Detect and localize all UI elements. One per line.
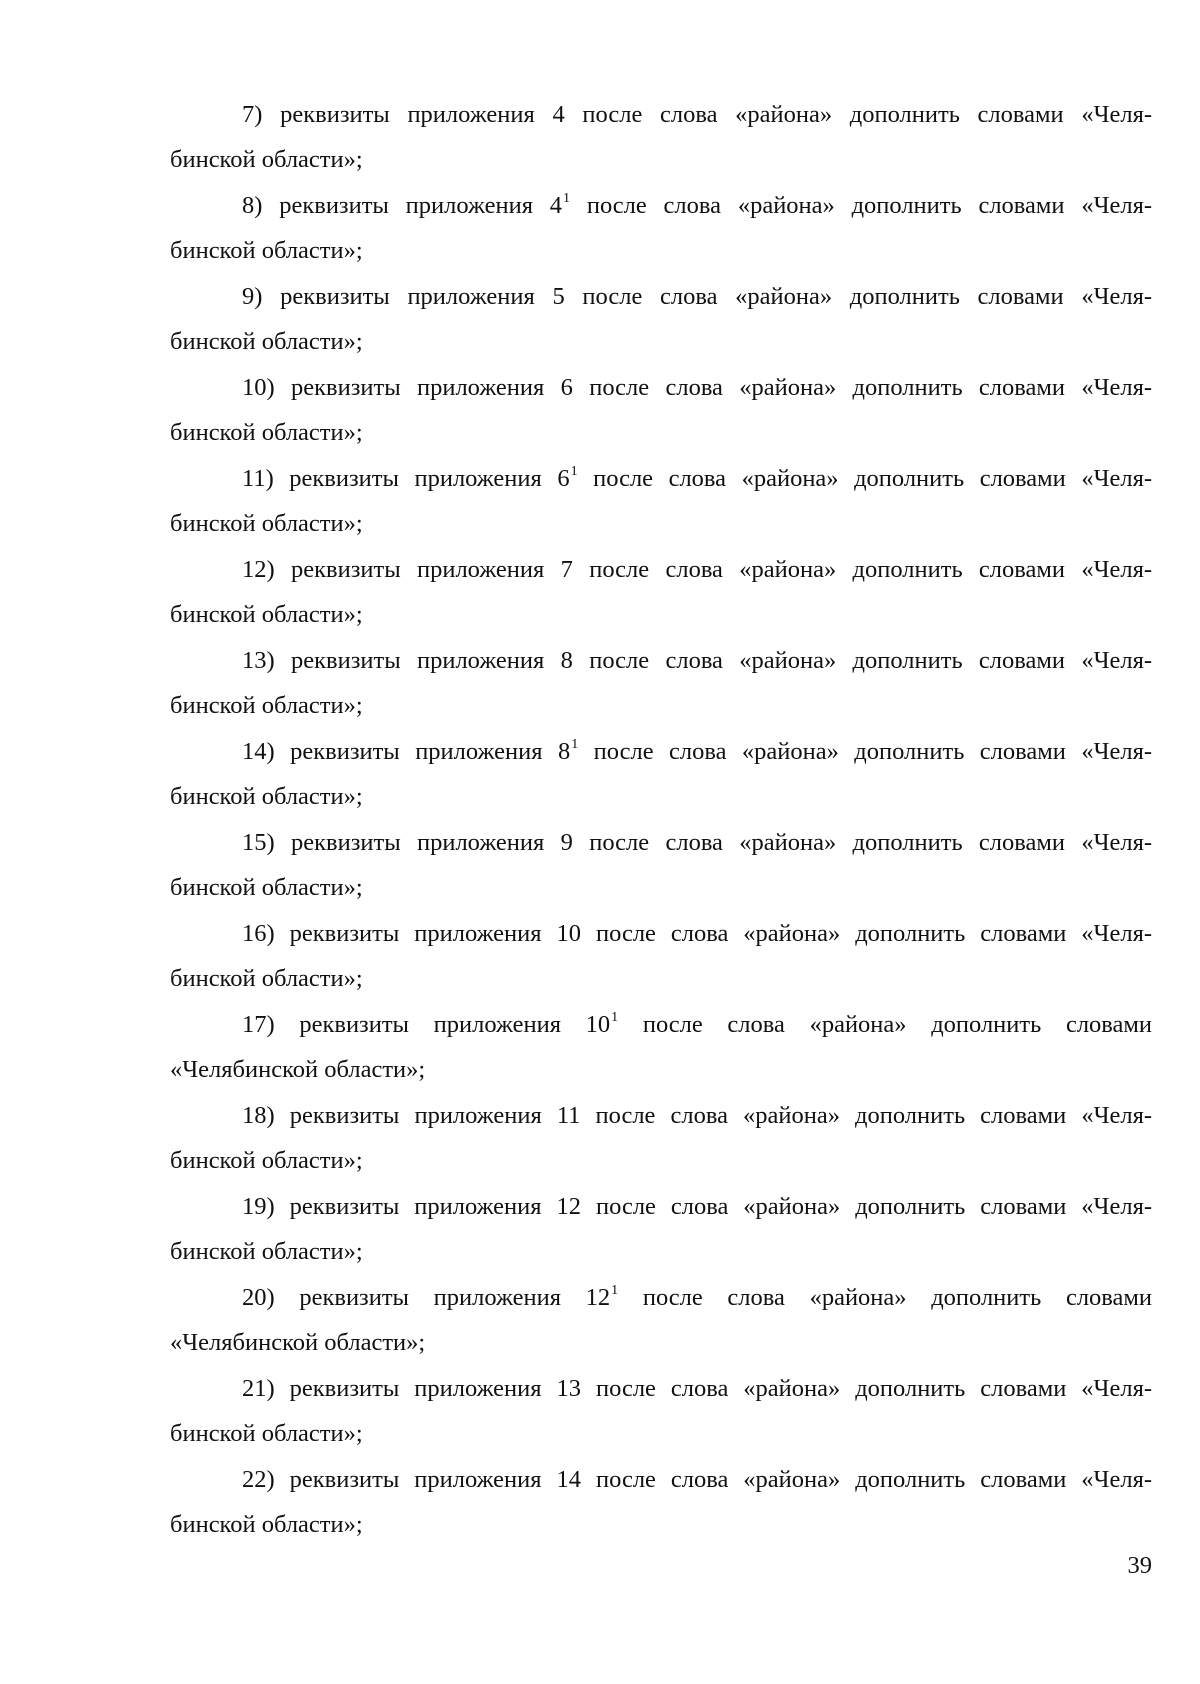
paragraph-first-line — [170, 365, 1152, 410]
appendix-number — [586, 1284, 619, 1311]
appendix-number-value: 6 — [557, 465, 570, 492]
item-text-post: после слова «района» дополнить словами — [595, 1466, 1067, 1493]
paragraph-first-line — [170, 1093, 1152, 1138]
paragraph-second-line: бинской области»; — [170, 965, 363, 992]
amendment-paragraph — [170, 274, 1152, 364]
item-text-post: после слова «района» дополнить словами — [589, 829, 1066, 856]
item-text-post: после слова «района» дополнить словами — [595, 1375, 1067, 1402]
appendix-number — [558, 738, 578, 765]
paragraph-second-line: бинской области»; — [170, 783, 363, 810]
amendment-paragraph — [170, 365, 1152, 455]
item-text-post: после слова «района» дополнить словами — [582, 283, 1064, 310]
paragraph-first-line — [170, 638, 1152, 683]
paragraph-second-line: бинской области»; — [170, 237, 363, 264]
appendix-number-value: 4 — [549, 192, 563, 219]
item-text-tail: «Челя- — [1081, 1466, 1152, 1493]
paragraph-first-line — [170, 547, 1152, 592]
item-number: 18) — [242, 1102, 275, 1129]
paragraph-second-line: бинской области»; — [170, 419, 363, 446]
amendment-paragraph — [170, 729, 1152, 819]
item-text-post: после слова «района» дополнить словами — [589, 647, 1066, 674]
appendix-number — [586, 1011, 619, 1038]
item-text-tail: «Челя- — [1081, 1193, 1152, 1220]
amendment-paragraph — [170, 638, 1152, 728]
appendix-number-value: 7 — [560, 556, 573, 583]
page-number: 39 — [1127, 1552, 1152, 1579]
paragraph-second-line: бинской области»; — [170, 601, 363, 628]
item-text-pre: реквизиты приложения — [291, 374, 545, 401]
appendix-number — [552, 101, 564, 128]
appendix-number-value: 12 — [556, 1193, 582, 1220]
paragraph-second-line: бинской области»; — [170, 510, 363, 537]
appendix-number — [561, 829, 573, 856]
item-text-tail: «Челя- — [1081, 647, 1153, 674]
item-text-pre: реквизиты приложения — [280, 283, 535, 310]
appendix-number-value: 10 — [556, 920, 582, 947]
item-text-pre: реквизиты приложения — [279, 192, 533, 219]
item-number: 10) — [242, 374, 275, 401]
amendment-paragraph — [170, 1275, 1152, 1365]
paragraph-second-line: «Челябинской области»; — [170, 1056, 426, 1083]
appendix-number-value: 5 — [552, 283, 565, 310]
item-text-pre: реквизиты приложения — [280, 101, 535, 128]
item-text-post: после слова «района» дополнить словами — [642, 1011, 1153, 1038]
amendment-paragraph — [170, 1366, 1152, 1456]
amendment-paragraph — [170, 92, 1152, 182]
appendix-number — [557, 465, 577, 492]
amendment-paragraph — [170, 456, 1152, 546]
appendix-superscript: 1 — [611, 1010, 619, 1025]
amendment-paragraph — [170, 547, 1152, 637]
amendment-paragraph — [170, 820, 1152, 910]
amendment-paragraph — [170, 1184, 1152, 1274]
appendix-number — [557, 1193, 582, 1220]
paragraph-first-line — [170, 1275, 1152, 1320]
item-text-tail: «Челя- — [1081, 1102, 1153, 1129]
appendix-number-value: 13 — [556, 1375, 582, 1402]
item-text-pre: реквизиты приложения — [289, 465, 542, 492]
paragraph-first-line — [170, 92, 1152, 137]
item-text-pre: реквизиты приложения — [291, 556, 545, 583]
paragraph-second-line: бинской области»; — [170, 1147, 363, 1174]
paragraph-second-line: бинской области»; — [170, 146, 363, 173]
paragraph-first-line — [170, 1457, 1152, 1502]
item-text-tail: «Челя- — [1081, 283, 1153, 310]
amendment-paragraph — [170, 183, 1152, 273]
paragraph-first-line — [170, 274, 1152, 319]
paragraph-second-line: бинской области»; — [170, 1238, 363, 1265]
item-text-tail: «Челя- — [1081, 374, 1153, 401]
paragraph-first-line — [170, 911, 1152, 956]
item-text-post: после слова «района» дополнить словами — [589, 374, 1066, 401]
appendix-number — [557, 1466, 582, 1493]
item-text-tail: «Челя- — [1081, 465, 1153, 492]
item-text-pre: реквизиты приложения — [289, 1466, 542, 1493]
paragraph-second-line: бинской области»; — [170, 874, 363, 901]
amendment-paragraph — [170, 1002, 1152, 1092]
item-number: 21) — [242, 1375, 275, 1402]
appendix-number — [557, 1375, 582, 1402]
paragraph-first-line — [170, 456, 1152, 501]
appendix-number-value: 9 — [560, 829, 573, 856]
item-number: 22) — [242, 1466, 275, 1493]
appendix-superscript: 1 — [571, 737, 579, 752]
item-number: 7) — [242, 101, 263, 128]
item-text-post: после слова «района» дополнить словами — [582, 101, 1064, 128]
paragraph-second-line: «Челябинской области»; — [170, 1329, 426, 1356]
item-text-post: после слова «района» дополнить словами — [586, 192, 1065, 219]
item-text-post: после слова «района» дополнить словами — [589, 556, 1066, 583]
appendix-number-value: 4 — [552, 101, 565, 128]
appendix-number — [557, 1102, 581, 1129]
item-text-pre: реквизиты приложения — [290, 738, 543, 765]
item-text-pre: реквизиты приложения — [291, 829, 545, 856]
item-text-pre: реквизиты приложения — [291, 647, 545, 674]
paragraph-second-line: бинской области»; — [170, 692, 363, 719]
item-text-post: после слова «района» дополнить словами — [593, 738, 1066, 765]
amendment-paragraph — [170, 1457, 1152, 1547]
item-text-pre: реквизиты приложения — [299, 1284, 561, 1311]
amendment-paragraph — [170, 911, 1152, 1001]
item-text-post: после слова «района» дополнить словами — [595, 1102, 1067, 1129]
appendix-number-value: 14 — [556, 1466, 582, 1493]
appendix-number — [550, 192, 570, 219]
item-number: 16) — [242, 920, 275, 947]
appendix-number — [561, 556, 573, 583]
appendix-number-value: 11 — [556, 1102, 581, 1129]
paragraph-first-line — [170, 820, 1152, 865]
appendix-number — [561, 647, 573, 674]
item-text-post: после слова «района» дополнить словами — [642, 1284, 1153, 1311]
item-text-pre: реквизиты приложения — [299, 1011, 561, 1038]
amendment-paragraph — [170, 1093, 1152, 1183]
item-number: 15) — [242, 829, 275, 856]
appendix-number — [552, 283, 564, 310]
item-number: 14) — [242, 738, 275, 765]
appendix-number-value: 8 — [560, 647, 573, 674]
item-text-post: после слова «района» дополнить словами — [595, 920, 1067, 947]
item-text-post: после слова «района» дополнить словами — [593, 465, 1066, 492]
item-text-pre: реквизиты приложения — [289, 1193, 542, 1220]
appendix-number-value: 6 — [560, 374, 573, 401]
appendix-number-value: 10 — [585, 1011, 611, 1038]
paragraph-first-line — [170, 183, 1152, 228]
item-text-tail: «Челя- — [1081, 1375, 1152, 1402]
item-text-tail: «Челя- — [1081, 920, 1152, 947]
item-text-tail: «Челя- — [1081, 192, 1153, 219]
item-number: 11) — [242, 465, 274, 492]
item-number: 9) — [242, 283, 263, 310]
item-text-tail: «Челя- — [1081, 738, 1153, 765]
appendix-number-value: 8 — [557, 738, 571, 765]
appendix-superscript: 1 — [563, 191, 571, 206]
item-number: 20) — [242, 1284, 275, 1311]
appendix-superscript: 1 — [570, 464, 578, 479]
appendix-number — [557, 920, 582, 947]
appendix-superscript: 1 — [611, 1283, 619, 1298]
paragraph-second-line: бинской области»; — [170, 1511, 363, 1538]
item-number: 19) — [242, 1193, 275, 1220]
paragraph-second-line: бинской области»; — [170, 328, 363, 355]
item-number: 13) — [242, 647, 275, 674]
appendix-number-value: 12 — [585, 1284, 611, 1311]
item-number: 12) — [242, 556, 275, 583]
item-text-tail: «Челя- — [1081, 556, 1153, 583]
item-text-tail: «Челя- — [1081, 829, 1153, 856]
item-number: 8) — [242, 192, 263, 219]
item-number: 17) — [242, 1011, 275, 1038]
appendix-number — [561, 374, 573, 401]
paragraph-first-line — [170, 1366, 1152, 1411]
paragraph-second-line: бинской области»; — [170, 1420, 363, 1447]
paragraph-first-line — [170, 1184, 1152, 1229]
item-text-post: после слова «района» дополнить словами — [595, 1193, 1067, 1220]
paragraph-first-line — [170, 1002, 1152, 1047]
item-text-tail: «Челя- — [1081, 101, 1153, 128]
item-text-pre: реквизиты приложения — [289, 1102, 542, 1129]
item-text-pre: реквизиты приложения — [289, 920, 542, 947]
paragraph-first-line — [170, 729, 1152, 774]
item-text-pre: реквизиты приложения — [289, 1375, 542, 1402]
